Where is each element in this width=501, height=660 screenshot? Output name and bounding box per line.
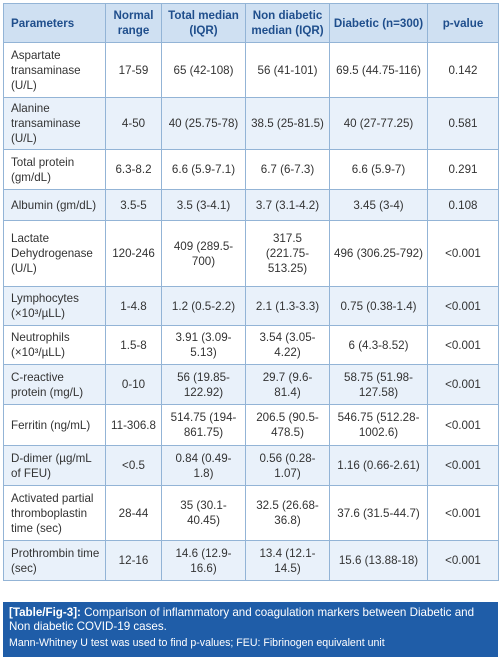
cell-non-diabetic-median: 56 (41-101) — [246, 43, 330, 98]
cell-diabetic: 69.5 (44.75-116) — [330, 43, 428, 98]
cell-p-value: <0.001 — [428, 486, 499, 541]
cell-non-diabetic-median: 206.5 (90.5-478.5) — [246, 405, 330, 446]
cell-non-diabetic-median: 0.56 (0.28-1.07) — [246, 446, 330, 486]
cell-normal-range: 1.5-8 — [106, 326, 162, 365]
cell-p-value: <0.001 — [428, 446, 499, 486]
table-row — [4, 405, 499, 446]
cell-parameter: Ferritin (ng/mL) — [4, 405, 106, 446]
header-p-value: p-value — [428, 4, 499, 43]
cell-parameter: Lactate Dehydrogenase (U/L) — [4, 221, 106, 287]
table-row — [4, 150, 499, 190]
table-row — [4, 98, 499, 150]
figure-caption — [3, 602, 498, 657]
table-header-row — [4, 4, 499, 43]
cell-parameter: Activated partial thromboplastin time (sec) — [4, 486, 106, 541]
caption-title: Comparison of inflammatory and coagulation markers between Diabetic and Non diabetic COVID-19 cases. — [9, 606, 475, 633]
cell-normal-range: 4-50 — [106, 98, 162, 150]
cell-p-value: 0.108 — [428, 190, 499, 221]
header-parameters: Parameters — [4, 4, 106, 43]
cell-total-median: 14.6 (12.9-16.6) — [162, 541, 246, 581]
cell-total-median: 56 (19.85-122.92) — [162, 365, 246, 405]
cell-normal-range: 120-246 — [106, 221, 162, 287]
cell-diabetic: 37.6 (31.5-44.7) — [330, 486, 428, 541]
cell-total-median: 0.84 (0.49-1.8) — [162, 446, 246, 486]
cell-total-median: 65 (42-108) — [162, 43, 246, 98]
table-row — [4, 486, 499, 541]
cell-parameter: Aspartate transaminase (U/L) — [4, 43, 106, 98]
cell-diabetic: 58.75 (51.98-127.58) — [330, 365, 428, 405]
cell-non-diabetic-median: 3.54 (3.05-4.22) — [246, 326, 330, 365]
header-total-median: Total median (IQR) — [162, 4, 246, 43]
cell-normal-range: 6.3-8.2 — [106, 150, 162, 190]
cell-parameter: C-reactive protein (mg/L) — [4, 365, 106, 405]
markers-table — [3, 3, 499, 581]
cell-total-median: 3.91 (3.09-5.13) — [162, 326, 246, 365]
table-row — [4, 287, 499, 326]
cell-parameter: Alanine transaminase (U/L) — [4, 98, 106, 150]
cell-normal-range: <0.5 — [106, 446, 162, 486]
cell-diabetic: 15.6 (13.88-18) — [330, 541, 428, 581]
cell-normal-range: 12-16 — [106, 541, 162, 581]
cell-parameter: Albumin (gm/dL) — [4, 190, 106, 221]
table-row — [4, 365, 499, 405]
cell-non-diabetic-median: 3.7 (3.1-4.2) — [246, 190, 330, 221]
cell-diabetic: 1.16 (0.66-2.61) — [330, 446, 428, 486]
table-row — [4, 221, 499, 287]
cell-normal-range: 1-4.8 — [106, 287, 162, 326]
cell-normal-range: 11-306.8 — [106, 405, 162, 446]
cell-total-median: 3.5 (3-4.1) — [162, 190, 246, 221]
table-row — [4, 326, 499, 365]
cell-non-diabetic-median: 6.7 (6-7.3) — [246, 150, 330, 190]
cell-non-diabetic-median: 29.7 (9.6-81.4) — [246, 365, 330, 405]
cell-normal-range: 17-59 — [106, 43, 162, 98]
cell-p-value: 0.581 — [428, 98, 499, 150]
cell-p-value: <0.001 — [428, 365, 499, 405]
caption-note: Mann-Whitney U test was used to find p-values; FEU: Fibrinogen equivalent unit — [9, 637, 385, 649]
header-diabetic: Diabetic (n=300) — [330, 4, 428, 43]
cell-p-value: 0.142 — [428, 43, 499, 98]
cell-parameter: Neutrophils (×10³/µLL) — [4, 326, 106, 365]
cell-non-diabetic-median: 2.1 (1.3-3.3) — [246, 287, 330, 326]
cell-diabetic: 40 (27-77.25) — [330, 98, 428, 150]
cell-p-value: <0.001 — [428, 287, 499, 326]
cell-parameter: Total protein (gm/dL) — [4, 150, 106, 190]
cell-diabetic: 6.6 (5.9-7) — [330, 150, 428, 190]
cell-diabetic: 496 (306.25-792) — [330, 221, 428, 287]
cell-non-diabetic-median: 38.5 (25-81.5) — [246, 98, 330, 150]
cell-total-median: 1.2 (0.5-2.2) — [162, 287, 246, 326]
caption-tag: [Table/Fig-3]: — [9, 606, 81, 619]
cell-parameter: Prothrombin time (sec) — [4, 541, 106, 581]
cell-p-value: <0.001 — [428, 326, 499, 365]
cell-total-median: 409 (289.5-700) — [162, 221, 246, 287]
cell-total-median: 514.75 (194-861.75) — [162, 405, 246, 446]
cell-normal-range: 28-44 — [106, 486, 162, 541]
cell-normal-range: 3.5-5 — [106, 190, 162, 221]
cell-parameter: D-dimer (µg/mL of FEU) — [4, 446, 106, 486]
cell-non-diabetic-median: 13.4 (12.1-14.5) — [246, 541, 330, 581]
cell-p-value: <0.001 — [428, 405, 499, 446]
cell-diabetic: 6 (4.3-8.52) — [330, 326, 428, 365]
cell-p-value: <0.001 — [428, 221, 499, 287]
header-non-diabetic-median: Non diabetic median (IQR) — [246, 4, 330, 43]
table-row — [4, 541, 499, 581]
header-normal-range: Normal range — [106, 4, 162, 43]
cell-diabetic: 3.45 (3-4) — [330, 190, 428, 221]
cell-non-diabetic-median: 317.5 (221.75-513.25) — [246, 221, 330, 287]
table-row — [4, 190, 499, 221]
cell-total-median: 6.6 (5.9-7.1) — [162, 150, 246, 190]
cell-non-diabetic-median: 32.5 (26.68-36.8) — [246, 486, 330, 541]
table-row — [4, 446, 499, 486]
cell-total-median: 40 (25.75-78) — [162, 98, 246, 150]
cell-p-value: <0.001 — [428, 541, 499, 581]
table-row — [4, 43, 499, 98]
cell-diabetic: 546.75 (512.28-1002.6) — [330, 405, 428, 446]
cell-parameter: Lymphocytes (×10³/µLL) — [4, 287, 106, 326]
table-body — [4, 43, 499, 581]
cell-diabetic: 0.75 (0.38-1.4) — [330, 287, 428, 326]
cell-p-value: 0.291 — [428, 150, 499, 190]
cell-normal-range: 0-10 — [106, 365, 162, 405]
cell-total-median: 35 (30.1-40.45) — [162, 486, 246, 541]
